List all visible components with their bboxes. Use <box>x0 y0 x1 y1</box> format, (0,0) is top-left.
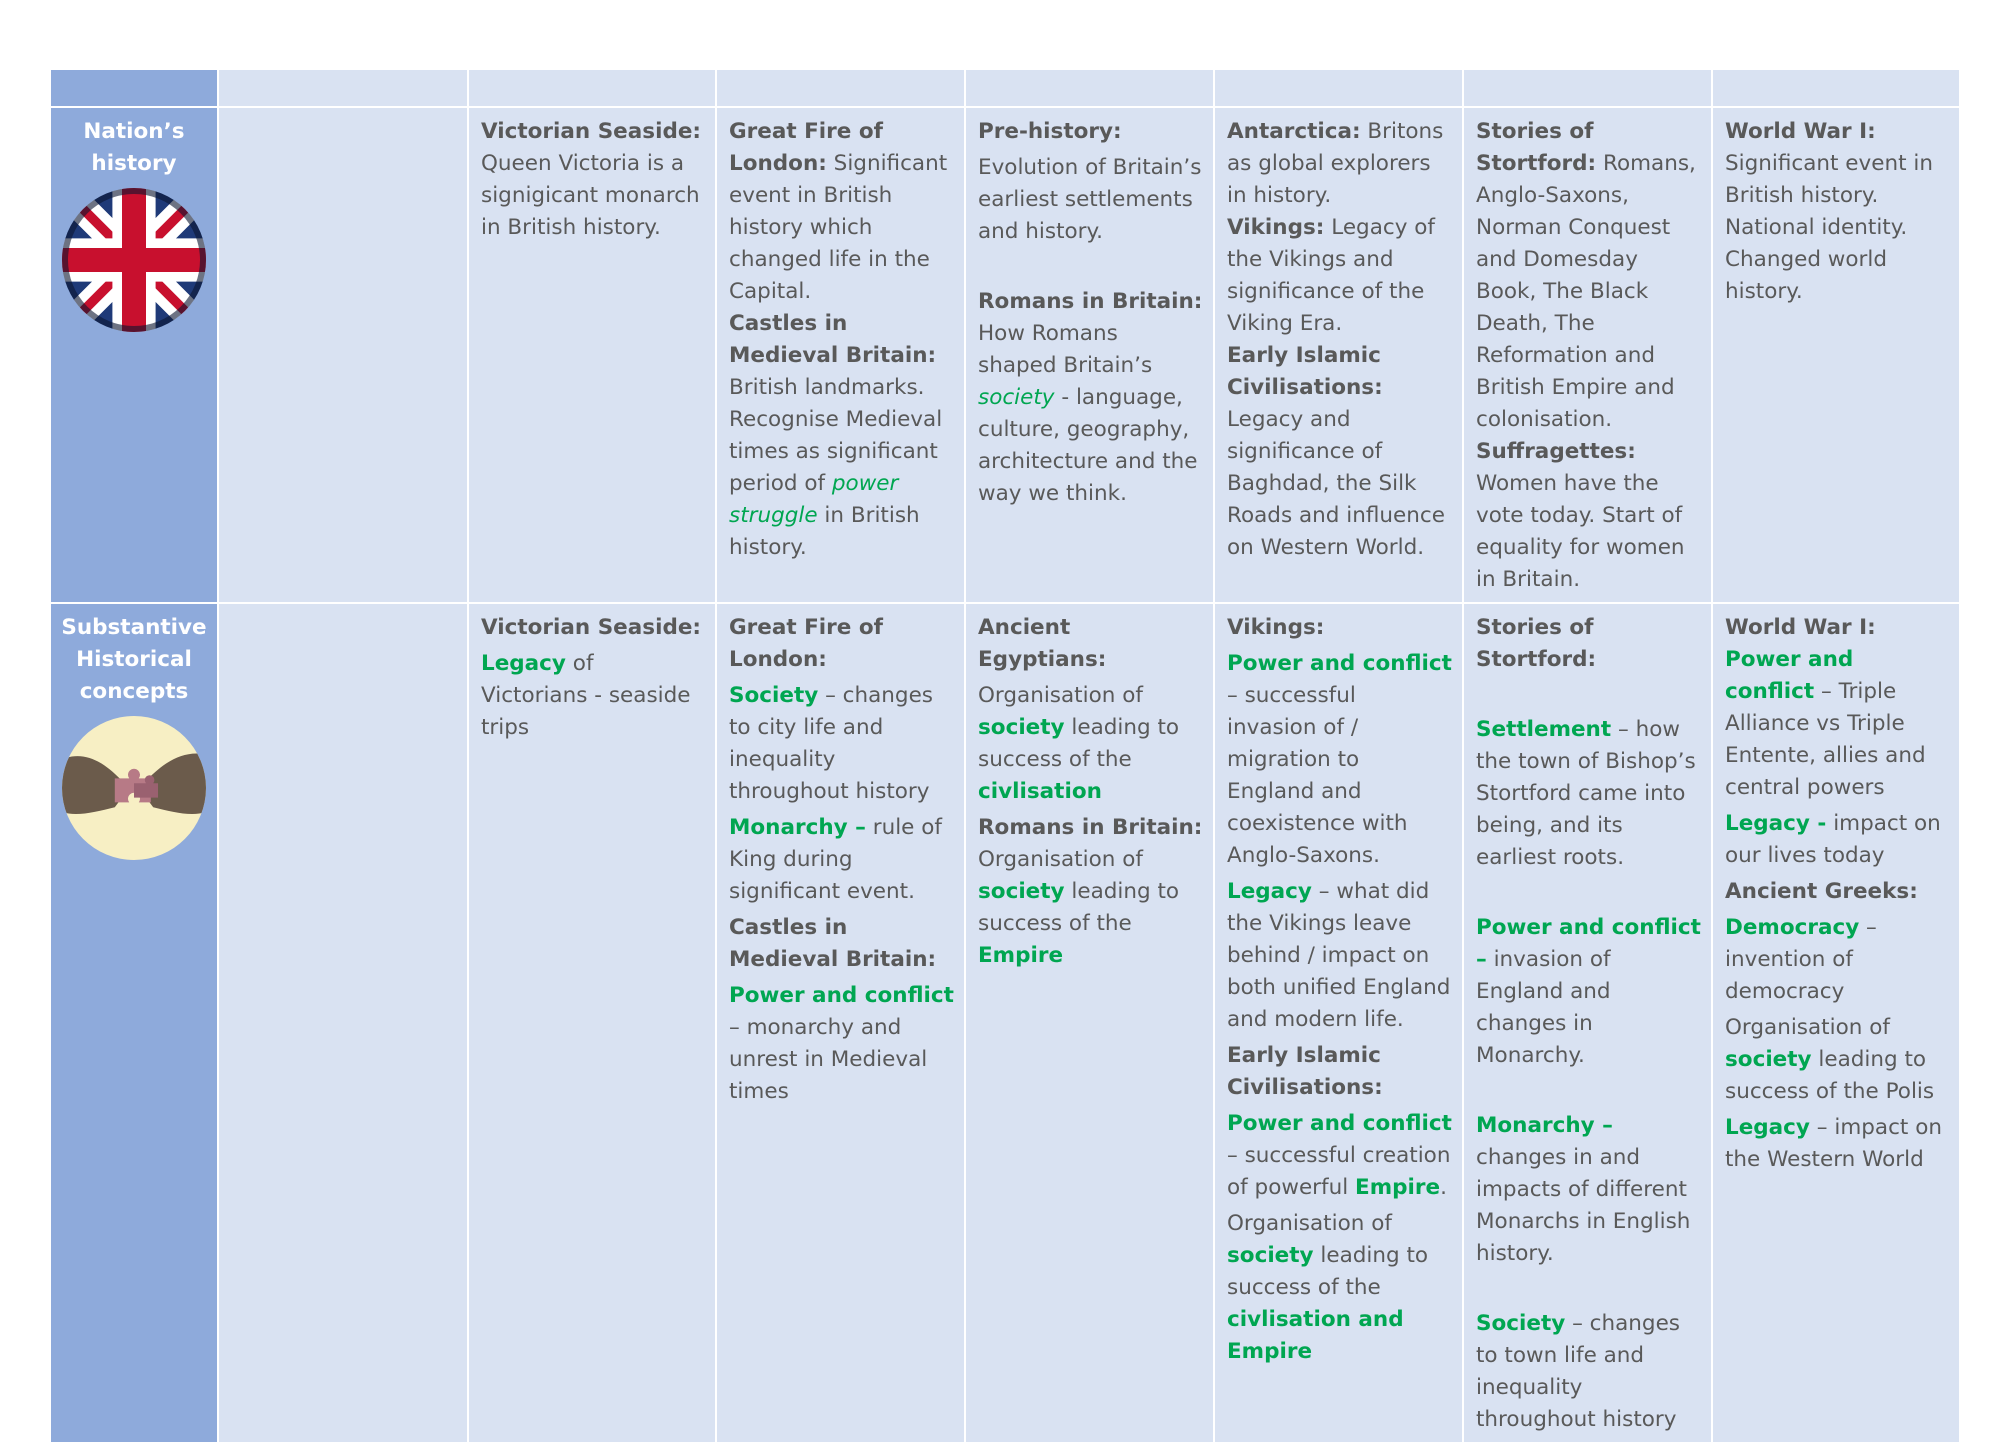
topic-heading: Romans in Britain: <box>978 289 1203 314</box>
cell-text: Romans, Anglo-Saxons, Norman Conquest and Domesday Book, The Black Death, The Reformation and British Empire and colonisation. <box>1476 151 1696 432</box>
cell-paragraph <box>1725 116 1949 308</box>
cell-paragraph <box>1725 612 1949 644</box>
header-cell <box>1214 69 1463 107</box>
curriculum-grid <box>49 68 1961 1444</box>
row2-col1-cell <box>218 603 468 1443</box>
concept-term: Legacy <box>481 651 566 676</box>
cell-paragraph <box>978 844 1203 972</box>
vikings-islamic-concepts-cell <box>1214 603 1463 1443</box>
concept-term: Power and conflict <box>729 983 954 1008</box>
header-row <box>50 69 1960 107</box>
cell-paragraph <box>978 812 1203 844</box>
puzzle-pieces-hands-icon <box>62 716 206 860</box>
cell-paragraph <box>1725 1112 1949 1176</box>
topic-heading: Victorian Seaside: <box>481 615 702 640</box>
concept-term: Legacy <box>1725 1115 1810 1140</box>
row-label: Substantive Historical concepts <box>61 615 207 704</box>
world-war-one-cell <box>1712 107 1960 603</box>
topic-heading: Early Islamic Civilisations: <box>1227 343 1383 400</box>
cell-text: Legacy and significance of Baghdad, the Silk Roads and influence on Western World. <box>1227 407 1445 560</box>
topic-heading: World War I: <box>1725 119 1876 144</box>
cell-text: Organisation of <box>978 847 1143 872</box>
topic-heading: Vikings: <box>1227 215 1325 240</box>
cell-paragraph <box>1227 1108 1452 1204</box>
cell-paragraph <box>481 648 705 744</box>
nations-history-row <box>50 107 1960 603</box>
cell-text: rule of King during significant event. <box>729 815 942 904</box>
topic-heading: Suffragettes: <box>1476 439 1636 464</box>
cell-text: – invention of democracy <box>1725 915 1877 1004</box>
cell-text: leading to success of the <box>978 715 1180 772</box>
header-corner-cell <box>50 69 218 107</box>
concept-term: society <box>978 715 1065 740</box>
cell-paragraph <box>729 680 954 808</box>
concept-term: Monarchy – <box>729 815 866 840</box>
cell-text: . <box>1440 1175 1447 1200</box>
cell-paragraph <box>978 680 1203 808</box>
cell-text: leading to success of the <box>978 879 1180 936</box>
cell-text: in British history. <box>729 503 920 560</box>
topic-heading: Early Islamic Civilisations: <box>1227 1043 1383 1100</box>
cell-text: – Triple Alliance vs Triple Entente, allies and central powers <box>1725 679 1926 800</box>
topic-heading: Romans in Britain: <box>978 815 1203 840</box>
concept-term: Society <box>729 683 819 708</box>
cell-paragraph <box>1227 1040 1452 1104</box>
cell-text: Organisation of <box>978 683 1143 708</box>
row-header-substantive-concepts <box>50 603 218 1443</box>
row-label: Nation’s history <box>83 119 185 176</box>
cell-text: changes in and impacts of different Monarchs in English history. <box>1476 1145 1691 1266</box>
cell-paragraph <box>481 116 705 148</box>
antarctica-vikings-islamic-cell <box>1214 107 1463 603</box>
substantive-concepts-row <box>50 603 1960 1443</box>
concept-term: society <box>978 879 1065 904</box>
ww1-greeks-concepts-cell <box>1712 603 1960 1443</box>
topic-heading: Vikings: <box>1227 615 1325 640</box>
egyptians-romans-concepts-cell <box>965 603 1214 1443</box>
great-fire-castles-concepts-cell <box>716 603 965 1443</box>
concept-term: Power and conflict – <box>1476 915 1701 972</box>
concept-term: Settlement <box>1476 717 1612 742</box>
header-cell <box>218 69 468 107</box>
topic-heading: World War I: <box>1725 615 1876 640</box>
topic-heading: Ancient Egyptians: <box>978 615 1107 672</box>
concept-term: society <box>1725 1047 1812 1072</box>
cell-paragraph <box>1725 808 1949 872</box>
topic-heading: Castles in Medieval Britain: <box>729 311 937 368</box>
cell-paragraph <box>1725 912 1949 1008</box>
cell-text: – how the town of Bishop’s Stortford came into being, and its earliest roots. <box>1476 717 1696 870</box>
cell-text: Significant event in British history which changed life in the Capital. <box>729 151 948 304</box>
concept-term: civlisation <box>978 779 1102 804</box>
cell-text: Organisation of <box>1227 1211 1392 1236</box>
topic-heading: Antarctica: <box>1227 119 1361 144</box>
concept-term: Power and conflict <box>1227 651 1452 676</box>
cell-paragraph <box>1227 116 1452 212</box>
cell-text: How Romans shaped Britain’s <box>978 321 1153 378</box>
cell-text: - language, culture, geography, architecture and the way we think. <box>978 385 1198 506</box>
topic-heading: Great Fire of London: <box>729 119 883 176</box>
concept-term: society <box>978 385 1055 410</box>
concept-term: Society <box>1476 1311 1566 1336</box>
header-cell <box>1712 69 1960 107</box>
cell-text: Queen Victoria is a signigicant monarch in British history. <box>481 151 700 240</box>
cell-text: of Victorians - seaside trips <box>481 651 691 740</box>
cell-paragraph <box>729 308 954 564</box>
header-cell <box>1463 69 1712 107</box>
stortford-suffragettes-cell <box>1463 107 1712 603</box>
cell-paragraph <box>1725 1012 1949 1108</box>
cell-paragraph <box>1227 612 1452 644</box>
cell-paragraph <box>1476 612 1701 676</box>
cell-paragraph <box>1227 340 1452 564</box>
cell-text: leading to success of the <box>1227 1243 1429 1300</box>
cell-paragraph <box>1227 212 1452 340</box>
stortford-concepts-cell <box>1463 603 1712 1443</box>
topic-heading: Stories of Stortford: <box>1476 615 1597 672</box>
concept-term: Power and conflict <box>1725 647 1854 704</box>
topic-heading: Victorian Seaside: <box>481 119 702 144</box>
cell-paragraph <box>978 286 1203 318</box>
cell-text: impact on our lives today <box>1725 811 1941 868</box>
cell-text: British landmarks. Recognise Medieval times as significant period of <box>729 375 943 496</box>
cell-text: – monarchy and unrest in Medieval times <box>729 1015 928 1104</box>
topic-heading: Castles in Medieval Britain: <box>729 915 937 972</box>
cell-paragraph <box>1227 1208 1452 1368</box>
victorian-seaside-concepts-cell <box>468 603 716 1443</box>
prehistory-romans-cell <box>965 107 1214 603</box>
cell-text: – changes to town life and inequality throughout history <box>1476 1311 1680 1432</box>
cell-paragraph <box>729 612 954 676</box>
topic-heading: Great Fire of London: <box>729 615 883 672</box>
concept-term: Empire <box>1355 1175 1441 1200</box>
header-cell <box>468 69 716 107</box>
cell-text: – what did the Vikings leave behind / impact on both unified England and modern life. <box>1227 879 1451 1032</box>
cell-paragraph <box>978 318 1203 510</box>
cell-paragraph <box>1227 876 1452 1036</box>
cell-paragraph <box>1476 1308 1701 1436</box>
cell-paragraph <box>978 152 1203 248</box>
cell-text: – impact on the Western World <box>1725 1115 1942 1172</box>
great-fire-castles-cell <box>716 107 965 603</box>
cell-paragraph <box>1227 648 1452 872</box>
cell-text: leading to success of the Polis <box>1725 1047 1935 1104</box>
cell-text: – successful invasion of / migration to England and coexistence with Anglo-Saxons. <box>1227 683 1408 868</box>
concept-term: Empire <box>978 943 1064 968</box>
concept-term: Power and conflict <box>1227 1111 1452 1136</box>
cell-text: Britons as global explorers in history. <box>1227 119 1444 208</box>
concept-term: power struggle <box>729 471 899 528</box>
cell-text: Legacy of the Vikings and significance of the Viking Era. <box>1227 215 1435 336</box>
cell-paragraph <box>481 148 705 244</box>
cell-paragraph <box>1725 644 1949 804</box>
cell-paragraph <box>729 912 954 976</box>
cell-paragraph <box>1476 1110 1701 1270</box>
concept-term: civlisation and Empire <box>1227 1307 1404 1364</box>
cell-text: invasion of England and changes in Monarchy. <box>1476 947 1611 1068</box>
union-jack-flag-icon <box>62 188 206 332</box>
header-cell <box>716 69 965 107</box>
row1-col1-cell <box>218 107 468 603</box>
victorian-seaside-cell <box>468 107 716 603</box>
cell-text: Evolution of Britain’s earliest settlements and history. <box>978 155 1202 244</box>
cell-paragraph <box>729 116 954 308</box>
cell-paragraph <box>1476 912 1701 1072</box>
cell-paragraph <box>978 116 1203 148</box>
cell-paragraph <box>978 612 1203 676</box>
cell-paragraph <box>1476 714 1701 874</box>
concept-term: society <box>1227 1243 1314 1268</box>
concept-term: Monarchy – <box>1476 1113 1613 1138</box>
concept-term: Legacy <box>1227 879 1312 904</box>
concept-term: Legacy - <box>1725 811 1827 836</box>
cell-paragraph <box>729 980 954 1108</box>
topic-heading: Ancient Greeks: <box>1725 879 1918 904</box>
cell-paragraph <box>1476 116 1701 436</box>
topic-heading: Pre-history: <box>978 119 1122 144</box>
topic-heading: Stories of Stortford: <box>1476 119 1597 176</box>
cell-text: Organisation of <box>1725 1015 1890 1040</box>
cell-paragraph <box>1725 876 1949 908</box>
cell-paragraph <box>1476 436 1701 596</box>
concept-term: Democracy <box>1725 915 1860 940</box>
cell-text: – changes to city life and inequality throughout history <box>729 683 933 804</box>
header-cell <box>965 69 1214 107</box>
cell-paragraph <box>729 812 954 908</box>
cell-paragraph <box>481 612 705 644</box>
cell-text: Significant event in British history. National identity. Changed world history. <box>1725 151 1933 304</box>
cell-text: Women have the vote today. Start of equality for women in Britain. <box>1476 471 1685 592</box>
cell-text: – successful creation of powerful <box>1227 1143 1451 1200</box>
row-header-nations-history <box>50 107 218 603</box>
